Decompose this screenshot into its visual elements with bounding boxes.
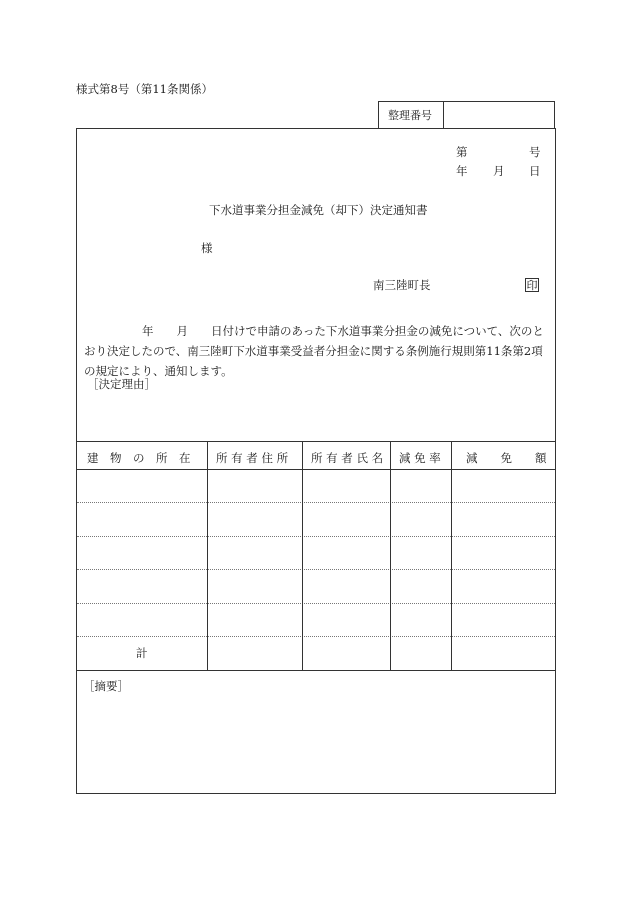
table-top-rule [76,441,556,442]
column-header-property-location: 建 物 の 所 在 [87,451,191,465]
reference-number-box [378,101,555,129]
table-row-divider [77,603,555,604]
table-column-divider [451,441,452,670]
table-row-divider [77,536,555,537]
addressee-suffix: 様 [201,241,213,255]
date-month: 月 [493,164,505,178]
table-row-divider [77,569,555,570]
table-bottom-rule [76,670,556,671]
table-column-divider [207,441,208,670]
column-header-reduction-rate: 減 免 率 [399,451,441,465]
date-day: 日 [529,164,541,178]
remarks-field[interactable] [88,700,548,786]
column-header-owner-name: 所 有 者 氏 名 [311,451,384,465]
form-id: 様式第8号（第11条関係） [76,82,213,96]
column-header-owner-address: 所 有 者 住 所 [216,451,289,465]
reference-number-field[interactable] [445,104,553,126]
notice-body-line-1: 年 月 日付けで申請のあった下水道事業分担金の減免について、次のと [142,324,544,338]
table-column-divider [302,441,303,670]
seal-mark: 印 [526,279,538,292]
decision-reason-field[interactable] [90,396,545,436]
addressee-field[interactable] [95,240,195,256]
decision-reason-label: ［決定理由］ [87,377,156,391]
column-header-reduction-amount: 減 免 額 [466,451,547,465]
table-column-divider [390,441,391,670]
table-row-divider [77,636,555,637]
table-row-divider [77,502,555,503]
doc-number-prefix: 第 [456,145,468,159]
remarks-label: ［摘要］ [83,679,129,693]
total-row-label: 計 [136,646,148,660]
issuer-name: 南三陸町長 [373,278,431,292]
reference-number-label: 整理番号 [388,109,432,122]
notice-body [84,321,548,381]
notice-body-line-3: の規定により、通知します。 [84,364,233,378]
reference-number-divider [443,102,444,129]
doc-number-suffix: 号 [529,145,541,159]
date-year: 年 [456,164,468,178]
table-header-rule [76,469,556,470]
notice-body-line-2: おり決定したので、南三陸町下水道事業受益者分担金に関する条例施行規則第11条第2項 [84,344,543,358]
document-title: 下水道事業分担金減免（却下）決定通知書 [209,203,428,217]
